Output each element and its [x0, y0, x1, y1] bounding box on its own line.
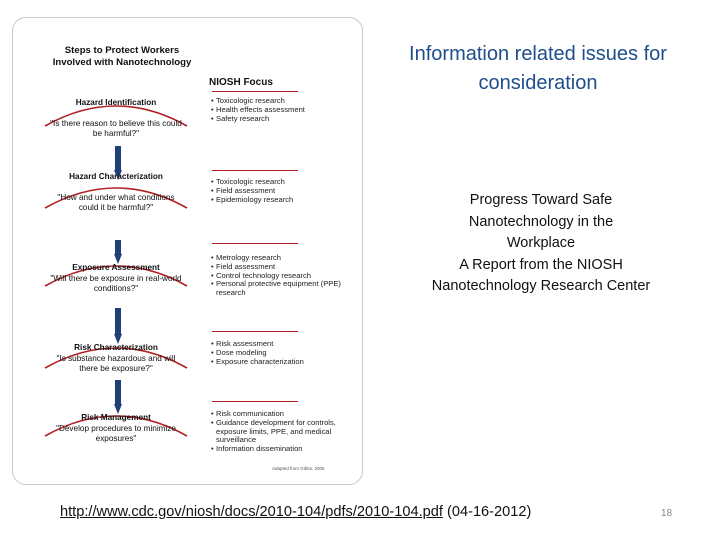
focus-divider: [212, 91, 298, 92]
step-question: "Is substance hazardous and will there be exposure?": [56, 354, 176, 373]
source-date: (04-16-2012): [442, 504, 532, 520]
focus-divider: [212, 170, 298, 171]
step-title: Hazard Identification: [75, 98, 157, 107]
niosh-focus-heading: NIOSH Focus: [209, 77, 273, 88]
step-question: "Is there reason to believe this could be harmful?": [50, 119, 182, 138]
focus-item: • Epidemiology research: [211, 196, 321, 205]
step-title: Risk Management: [81, 413, 151, 422]
report-line: A Report from the NIOSH: [459, 256, 623, 273]
figure-title: Steps to Protect Workers Involved with Nanotechnology: [52, 45, 192, 68]
step-title: Hazard Characterization: [69, 172, 163, 181]
report-line: Nanotechnology Research Center: [431, 278, 651, 294]
focus-item: • Safety research: [211, 115, 307, 124]
step-risk-management: [43, 398, 189, 458]
step-hazard-identification: [43, 88, 189, 146]
step-exposure-assessment: [43, 248, 189, 308]
report-line: Workplace: [506, 235, 576, 251]
step-risk-characterization: [43, 330, 189, 380]
step-question: "Develop procedures to minimize exposures": [56, 424, 176, 443]
focus-list-hazard-identification: [211, 97, 307, 123]
focus-item: • Control technology research: [211, 272, 346, 281]
step-title: Exposure Assessment: [72, 263, 160, 272]
source-citation: [60, 504, 531, 520]
step-question: "How and under what conditions could it be harmful?": [57, 193, 175, 212]
focus-item: • Exposure characterization: [211, 358, 331, 367]
niosh-steps-figure: [12, 17, 363, 485]
focus-item: • Metrology research: [211, 254, 346, 263]
report-line: Progress Toward Safe: [469, 192, 613, 208]
focus-item: • Personal protective equipment (PPE) research: [211, 280, 346, 298]
slide-heading: Information related issues for consideration: [409, 43, 667, 94]
focus-list-exposure-assessment: [211, 254, 346, 298]
focus-item: • Dose modeling: [211, 349, 331, 358]
focus-item: • Field assessment: [211, 263, 346, 272]
focus-list-risk-characterization: [211, 340, 331, 366]
focus-item: • Guidance development for controls, exposure limits, PPE, and medical surveillance: [211, 419, 359, 445]
step-title: Risk Characterization: [74, 343, 158, 352]
focus-item: • Toxicologic research: [211, 97, 307, 106]
focus-divider: [212, 401, 298, 402]
report-description: [410, 190, 672, 298]
focus-item: • Health effects assessment: [211, 106, 307, 115]
source-link[interactable]: http://www.cdc.gov/niosh/docs/2010-104/pdfs/2010-104.pdf: [60, 504, 443, 520]
figure-caption: Adapted from Gibbs, 2005: [272, 466, 325, 471]
focus-item: • Information dissemination: [211, 445, 359, 454]
slide-number: 18: [661, 508, 673, 519]
step-hazard-characterization: [43, 170, 189, 238]
focus-divider: [212, 243, 298, 244]
focus-item: • Field assessment: [211, 187, 321, 196]
focus-list-risk-management: [211, 410, 359, 454]
step-question: "Will there be exposure in real-world conditions?": [50, 274, 182, 293]
focus-item: • Toxicologic research: [211, 178, 321, 187]
report-line: Nanotechnology in the: [468, 213, 614, 230]
focus-list-hazard-characterization: [211, 178, 321, 204]
focus-item: • Risk communication: [211, 410, 359, 419]
focus-item: • Risk assessment: [211, 340, 331, 349]
focus-divider: [212, 331, 298, 332]
